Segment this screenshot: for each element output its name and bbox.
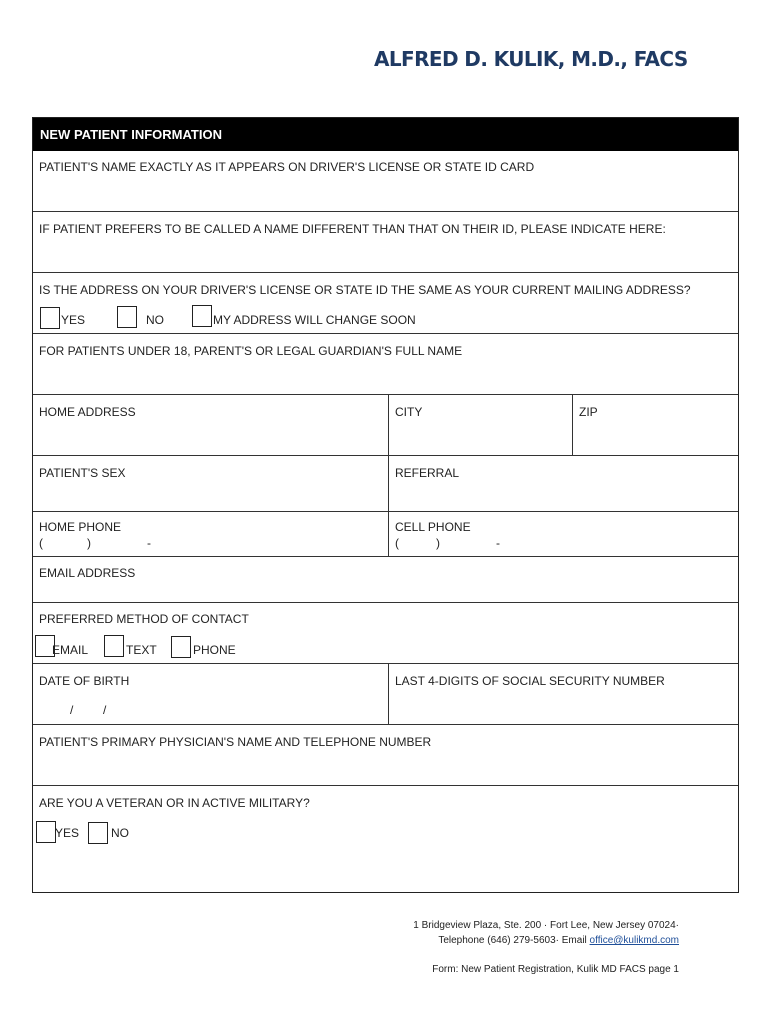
email-field[interactable] (33, 556, 738, 603)
city-label: CITY (395, 405, 423, 419)
dob-label: DATE OF BIRTH (39, 674, 130, 688)
dob-ssn-row (33, 663, 738, 725)
referral-label: REFERRAL (395, 466, 460, 480)
contact-method-row (33, 602, 738, 664)
patient-name-field[interactable] (33, 151, 738, 212)
address-no-checkbox[interactable] (117, 306, 137, 328)
cell-phone-close-paren: ) (436, 536, 440, 550)
veteran-yes-label: YES (55, 826, 80, 840)
footer-form-name: Form: New Patient Registration, Kulik MD FACS page 1 (432, 964, 679, 975)
home-phone-dash: - (147, 536, 151, 550)
home-phone-close-paren: ) (87, 536, 91, 550)
ssn-field[interactable] (388, 664, 738, 725)
home-phone-label: HOME PHONE (39, 520, 122, 534)
address-yes-checkbox[interactable] (40, 307, 60, 329)
address-same-label: IS THE ADDRESS ON YOUR DRIVER'S LICENSE OR STATE ID THE SAME AS YOUR CURRENT MAILING ADDRESS? (39, 283, 691, 297)
sex-label: PATIENT'S SEX (39, 466, 126, 480)
dob-field[interactable] (33, 664, 388, 725)
home-address-label: HOME ADDRESS (39, 405, 136, 419)
dob-slash-2: / (103, 703, 107, 717)
veteran-row (33, 785, 738, 892)
footer-contact (438, 935, 679, 946)
veteran-no-checkbox[interactable] (88, 822, 108, 844)
physician-label: PATIENT'S PRIMARY PHYSICIAN'S NAME AND TELEPHONE NUMBER (39, 735, 432, 749)
veteran-no-label: NO (111, 826, 129, 840)
home-phone-field[interactable] (33, 512, 388, 557)
veteran-yes-checkbox[interactable] (36, 821, 56, 843)
contact-text-checkbox[interactable] (104, 635, 124, 657)
phone-row (33, 511, 738, 557)
contact-phone-checkbox[interactable] (171, 636, 191, 658)
address-no-label: NO (146, 313, 164, 327)
dob-slash-1: / (70, 703, 74, 717)
cell-phone-label: CELL PHONE (395, 520, 471, 534)
address-change-label: MY ADDRESS WILL CHANGE SOON (213, 313, 416, 327)
preferred-name-field[interactable] (33, 211, 738, 273)
guardian-name-label: FOR PATIENTS UNDER 18, PARENT'S OR LEGAL GUARDIAN'S FULL NAME (39, 344, 463, 358)
patient-name-label: PATIENT'S NAME EXACTLY AS IT APPEARS ON DRIVER'S LICENSE OR STATE ID CARD (39, 160, 535, 174)
preferred-name-label: IF PATIENT PREFERS TO BE CALLED A NAME DIFFERENT THAN THAT ON THEIR ID, PLEASE INDICATE HERE: (39, 222, 666, 236)
home-phone-open-paren: ( (39, 536, 43, 550)
address-yes-label: YES (61, 313, 86, 327)
new-patient-form (32, 117, 739, 893)
footer-address: 1 Bridgeview Plaza, Ste. 200 · Fort Lee, New Jersey 07024· (413, 920, 679, 931)
city-field[interactable] (388, 395, 572, 456)
contact-method-label: PREFERRED METHOD OF CONTACT (39, 612, 249, 626)
cell-phone-dash: - (496, 536, 500, 550)
zip-field[interactable] (572, 395, 738, 456)
cell-phone-field[interactable] (388, 512, 738, 557)
home-address-field[interactable] (33, 395, 388, 456)
address-change-checkbox[interactable] (192, 305, 212, 327)
sex-field[interactable] (33, 456, 388, 512)
ssn-label: LAST 4-DIGITS OF SOCIAL SECURITY NUMBER (395, 674, 665, 688)
guardian-name-field[interactable] (33, 333, 738, 395)
doctor-name-heading: ALFRED D. KULIK, M.D., FACS (374, 47, 688, 71)
sex-referral-row (33, 455, 738, 512)
footer-telephone: Telephone (646) 279-5603· Email (438, 935, 590, 946)
contact-email-label: EMAIL (52, 643, 89, 657)
physician-field[interactable] (33, 724, 738, 786)
address-same-row (33, 272, 738, 334)
veteran-label: ARE YOU A VETERAN OR IN ACTIVE MILITARY? (39, 796, 310, 810)
zip-label: ZIP (579, 405, 598, 419)
email-label: EMAIL ADDRESS (39, 566, 136, 580)
address-row (33, 394, 738, 456)
referral-field[interactable] (388, 456, 738, 512)
section-title: NEW PATIENT INFORMATION (33, 118, 738, 151)
contact-phone-label: PHONE (193, 643, 236, 657)
footer-email-link[interactable]: office@kulikmd.com (589, 935, 679, 946)
contact-text-label: TEXT (126, 643, 157, 657)
cell-phone-open-paren: ( (395, 536, 399, 550)
